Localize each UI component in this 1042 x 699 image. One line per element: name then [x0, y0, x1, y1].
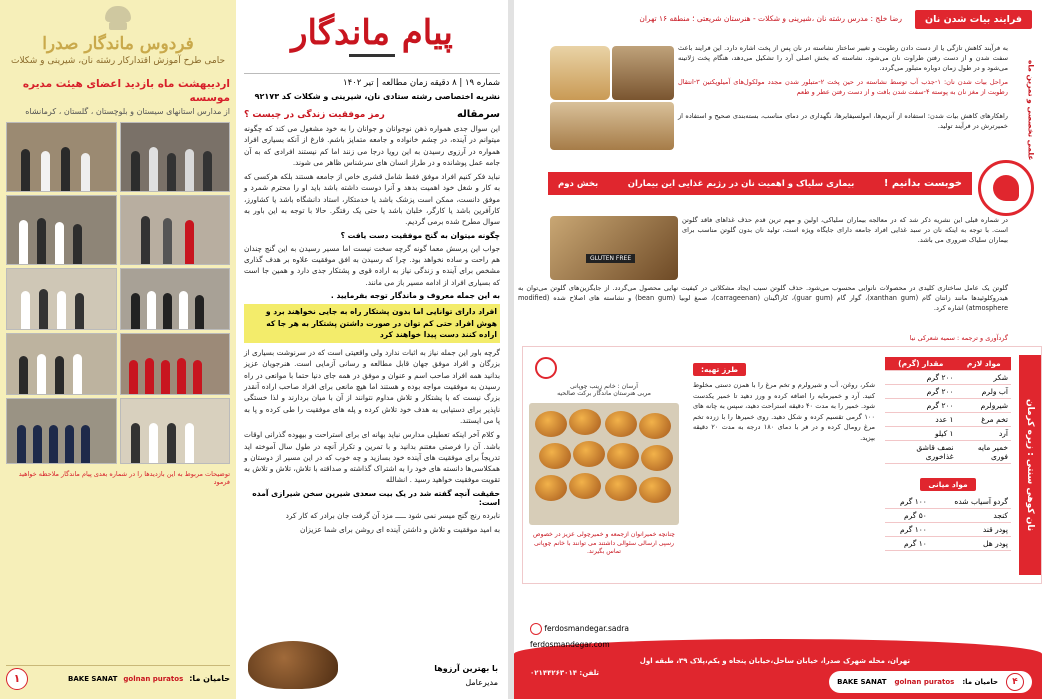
page-two — [236, 0, 508, 699]
ing-name: شیرولرم — [957, 399, 1011, 413]
page-number: ۱ — [6, 668, 28, 690]
visit-photo — [120, 398, 231, 464]
article-text: به فرآیند کاهش تازگی یا از دست دادن رطوبت و تغییر ساختار نشاسته در نان پس از پخت اشاره دارد. این فرایند باعث سفت شدن و از دست رفتن طراوت نان می‌شود. نشاسته که بخش اصلی آرد را تشکیل می‌دهد، هنگام پخت ژلاتینه می‌شود و در طول زمان دوباره متبلور می‌گردد. — [678, 44, 1008, 72]
article-title: فرایند بیات شدن نان — [915, 10, 1032, 29]
section-side-label: علمی تخصصی و تمرین ماه — [1026, 59, 1036, 160]
chef-badge-icon — [535, 357, 557, 379]
page-footer — [6, 665, 230, 691]
page-number: ۴ — [1006, 673, 1024, 691]
photo-grid — [6, 122, 230, 464]
filling-header: مواد میانی — [920, 478, 975, 491]
chef-credit: آرسان : خانم زینب چوپانی مربی هنرستان ماندگار برکت صالحیه — [557, 383, 651, 397]
sign-title: مدیرعامل — [465, 678, 498, 687]
recipe-box — [522, 346, 1042, 584]
method-label: طرز تهیه: — [693, 363, 746, 376]
sponsor-logo: BAKE SANAT — [68, 674, 118, 683]
visit-photo — [120, 122, 231, 192]
poem-title: حقیقت آنچه گفته شد در یک بیت سعدی شیرین سخن شیرازی آمده است: — [252, 488, 500, 507]
ing-name: آرد — [957, 427, 1011, 441]
ing-qty: ۵۰ گرم — [885, 509, 930, 523]
ingredients-table — [885, 357, 1011, 551]
method-text: شکر، روغن، آب و شیرولرم و تخم مرغ را با همزن دستی مخلوط کنید. آرد و خمیرمایه را اضافه کرده و ورز دهید تا خمیر یکدست شود. خمیر را به مدت ۴۰ دقیقه استراحت دهید، سپس به چانه های ۱۰۰ گرمی تقسیم کرده و شکل دهید. روی خمیرها را با زرده تخم مرغ رومال کرده و در فر با دمای ۱۸۰ درجه به مدت ۲۰ دقیقه بپزید. — [693, 381, 876, 442]
visit-photo — [120, 195, 231, 265]
poem-line: نابرده رنج گنج میسر نمی شود ـــــ مزد آن گرفت جان برادر که کار کرد — [285, 510, 500, 520]
org-title: فردوس ماندگار صدرا — [42, 34, 194, 54]
question-heading: به این جمله معروف و ماندگار توجه بفرمایید . — [330, 290, 500, 300]
ing-qty: نصف قاشق غذاخوری — [885, 441, 957, 464]
bar-part: بخش دوم — [558, 178, 599, 189]
article-byline: رضا خلج : مدرس رشته نان ،شیرینی و شکلات - هنرستان شریعتی ؛ منطقه ۱۶ تهران — [639, 14, 902, 23]
paragraph: نباید فکر کنیم افراد موفق فقط شامل قشری خاص از جامعه هستند بلکه هرکسی که به کار و شغل خود اهمیت بدهد و آنرا دوست داشته باشد باید او را محترم شمرد و موفق دانست، ممکن است پزشک باشد یا خدمتکار، استاد دانشگاه باشد یا کشاورز، کارآفرین باشد یا کارگر، خلبان باشد یا حتی یک رفتگر. حالا با توجه به این باور به سوال مطرح شده برمی گردیم. — [244, 172, 500, 227]
photo-caption: چنانچه خمیرانوان ازجمعه و خمیرچولی عزیز در خصوص رسپی ارسالی سئوالی داشتند می توانند با خانم چوپانی تماس بگیرند. — [533, 531, 675, 556]
article-tips: راهکارهای کاهش بیات شدن: استفاده از آنزیم‌ها، امولسیفایرها، نگهداری در دمای مناسب، بسته‌بندی صحیح و استفاده از خمیرترش در فرآیند تولید. — [678, 112, 1008, 130]
paragraph: گرچه باور این جمله نیاز به اثبات ندارد ولی واقعیتی است که در سرنوشت بسیاری از بزرگان و افراد موفق جهان قابل مطالعه و رسانی آزمایی است. هنرجویان عزیز بدانید همه افراد صاحب اسم و عنوان و موفق در همه جای دنیا حتما با موانعی در راه رسیدن به موفقیت مواجه بوده و هستند اما هیچ مانعی برای افراد صاحب اراده آنقدر بزرگ نیست که با پشتکار و تلاش مداوم نتوانند از آن با میان بردارند و لذا خستگی ناپذیر برای دستیابی به هدف خود تلاش کرده و پله های موفقیت را طی کرده و پا به پا می ایستند. — [244, 348, 500, 425]
poem-line: به امید موفقیت و تلاش و داشتن آینده ای روشن برای شما عزیزان — [300, 525, 500, 535]
sponsor-logo: golnan puratos — [894, 678, 955, 686]
chef-hat-logo-icon — [101, 6, 135, 32]
issue-description: نشریه اختصاصی رشته ستادی نان، شیرینی و شکلات کد ۹۲۱۷۳ — [254, 92, 500, 101]
page-four — [508, 0, 1042, 699]
buns-photo — [529, 403, 679, 525]
visit-photo — [6, 398, 117, 464]
website-link[interactable]: ferdosmandegar.com — [530, 640, 610, 649]
editorial-header — [244, 109, 500, 120]
credit: گردآوری و ترجمه : سمیه شعرکی نیا — [909, 334, 1008, 342]
address: تهران، محله شهرک صدرا، خیابان ساحل،خیابان پنجاه و یکم،پلاک ۳۹، طبقه اول — [639, 657, 910, 665]
instagram-handle[interactable]: ferdosmandegar.sadra — [530, 623, 629, 635]
section-label: سرمقاله — [456, 109, 500, 120]
ing-name: کنجد — [930, 509, 1011, 523]
ing-name: پودر قند — [930, 523, 1011, 537]
visit-photo — [6, 122, 117, 192]
org-subtitle: حامی طرح آموزش اقتدارکار رشته نان، شیرینی و شکلات — [10, 56, 226, 66]
staling-article — [514, 0, 1042, 168]
ing-qty: ۱ عدد — [885, 413, 957, 427]
recipe-photo-block — [529, 357, 679, 577]
photo-caption: توضیحات مربوط به این بازدیدها را در شماره بعدی پیام ماندگار ملاحظه خواهید فرمود — [18, 470, 230, 487]
ing-name: تخم مرغ — [957, 413, 1011, 427]
visit-photo — [120, 333, 231, 395]
ing-qty: ۱۰ گرم — [885, 537, 930, 551]
method-block — [693, 357, 875, 443]
visit-photo — [120, 268, 231, 330]
logo-underline — [349, 54, 395, 57]
ing-header: مواد لازم — [957, 357, 1011, 371]
sponsors-label: حامیان ما: — [189, 674, 230, 683]
highlighted-quote: افراد دارای توانایی اما بدون پشتکار راه به جایی نخواهند برد و هوش افراد حتی کم توان در صورت داشتن پشتکار به هر جا که اراده کنند دست پیدا خواهند کرد — [244, 304, 500, 343]
visit-photo — [6, 268, 117, 330]
visit-subheadline: از مدارس استانهای سیستان و بلوچستان ، گلستان ، کرمانشاه — [25, 107, 230, 117]
paragraph: این سوال جدی همواره ذهن نوجوانان و جوانان را به خود مشغول می کند که چگونه میتوانم در آینده، در چشم خانواده و جامعه متمایز باشم. فارغ از آنکه بسیاری افراد همواره در آرزوی رسیدن به این رویا درجا می زنند اما کم نیستند افرادی که به آن جامه عمل پوشانده و در طراز انسان های سرشناس ظاهر می شوند. — [244, 124, 500, 167]
ing-name: پودر هل — [930, 537, 1011, 551]
ing-qty: ۱ کیلو — [885, 427, 957, 441]
visit-photo — [6, 333, 117, 395]
ing-name: خمیر مایه فوری — [957, 441, 1011, 464]
ing-qty: ۲۰۰ گرم — [885, 399, 957, 413]
page-one — [0, 0, 236, 699]
celiac-text-2: گلوتن یک عامل ساختاری کلیدی در محصولات نانوایی محسوب می‌شود. حذف گلوتن سبب ایجاد مشکلاتی در کیفیت نهایی محصول می‌گردد. از جایگزین‌های گلوتن می‌توان به هیدروکلوئیدها مانند زانتان گام (xanthan gum)، گوار گام (guar gum)، کاراگینان (carrageenan)، صمغ لوبیا (bean gum) و نشاسته های اصلاح شده (modified atmosphere) اشاره کرد. — [518, 284, 1009, 312]
paragraph: جواب این پرسش معما گونه گرچه سخت نیست اما مسیر رسیدن به این گنج چندان هم راحت و ساده نخواهد بود. چرا که رسیدن به افق موفقیت علاوه بر هدف گذاری مشخص برای آینده و زندگی نیاز به اراده قوی و پشتکار جدی دارد و همین جا است که بسیاری افراد از ادامه مسیر باز می مانند. — [244, 243, 500, 287]
magazine-logo: پیام ماندگار — [291, 13, 453, 53]
sign-line: با بهترین آرزوها — [434, 664, 498, 673]
ing-name: شکر — [957, 371, 1011, 385]
issue-meta: شماره ۱۹ | ۸ دقیقه زمان مطالعه | تیر ۱۴۰۲ — [244, 73, 500, 88]
recipe-side-title: نان کوهی سنتی : زیره کرمان — [1019, 355, 1041, 575]
bread-loaf-image — [550, 46, 610, 100]
ing-name: آب ولرم — [957, 385, 1011, 399]
editorial-title: رمز موفقیت زندگی در چیست ؟ — [244, 110, 385, 120]
visit-headline: اردیبهشت ماه بازدید اعضای هیئت مدیره موسسه — [22, 78, 230, 104]
bread-crumb-image — [550, 102, 674, 150]
celiac-text: در شماره قبلی این نشریه ذکر شد که در معالجه بیماران سلیاکی، اولین و مهم ترین قدم حذف غذاهای فاقد گلوتن است. با توجه به اینکه نان در سبد غذایی افراد جامعه دارای جایگاه ویژه است، تولید نان بدون گلوتن مناسب برای بیماران سلیاک ضروری می باشد. — [682, 216, 1008, 244]
sponsors-bar — [829, 671, 1032, 693]
sponsor-logo: BAKE SANAT — [837, 678, 887, 686]
gluten-free-image — [550, 216, 678, 280]
did-you-know-bar — [548, 172, 972, 195]
bar-title: خوبست بدانیم ! — [883, 178, 962, 189]
bread-slices-image — [612, 46, 674, 100]
health-head-icon — [978, 160, 1034, 216]
question-heading: چگونه میتوان به گنج موفقیت دست یافت ؟ — [340, 230, 500, 240]
gluten-free-label: GLUTEN FREE — [586, 254, 635, 263]
ing-qty: ۱۰۰ گرم — [885, 495, 930, 509]
ing-qty: ۱۰۰ گرم — [885, 523, 930, 537]
signature-block — [236, 629, 508, 699]
instagram-icon — [530, 623, 542, 635]
ing-qty: ۲۰۰ گرم — [885, 371, 957, 385]
bar-subtitle: بیماری سلیاک و اهمیت نان در رژیم غذایی این بیماران — [627, 178, 855, 189]
sponsor-logo: golnan puratos — [123, 674, 184, 683]
visit-photo — [6, 195, 117, 265]
sponsors-label: حامیان ما: — [962, 678, 998, 686]
page-footer — [514, 599, 1042, 699]
phone: تلفن: ۰۲۱۴۴۲۶۳۰۱۴ — [530, 669, 600, 677]
ing-header: مقدار (گرم) — [885, 357, 957, 371]
article-steps: مراحل بیات شدن نان: ۱-جذب آب توسط نشاسته در حین پخت ۲-متبلور شدن مجدد مولکول‌های آمیلوپکتین ۳-انتقال رطوبت از مغز نان به پوسته ۴-سفت شدن بافت و از دست رفتن عطر و طعم — [678, 78, 1008, 96]
ing-qty: ۲۰۰ گرم — [885, 385, 957, 399]
paragraph: و کلام آخر اینکه تعطیلی مدارس نباید بهانه ای برای استراحت و بیهوده گذرانی اوقات باشد. آن را فرصتی مغتنم بدانید و با تمرین و تکرار آنچه در طول سال آموخته اید تدریجاً برای موفقیت های آینده خود بسازید و چه خوب که در این مسیر از دوستان و همکلاسی‌ها دانسته های خود را به اشتراک گذاشته و صداقته با تلاش، تلاش و تلاش به تقویت موفقیت خواهید رسید . انشالله — [244, 430, 500, 485]
ing-name: گردو آسیاب شده — [930, 495, 1011, 509]
bread-image — [248, 641, 338, 689]
